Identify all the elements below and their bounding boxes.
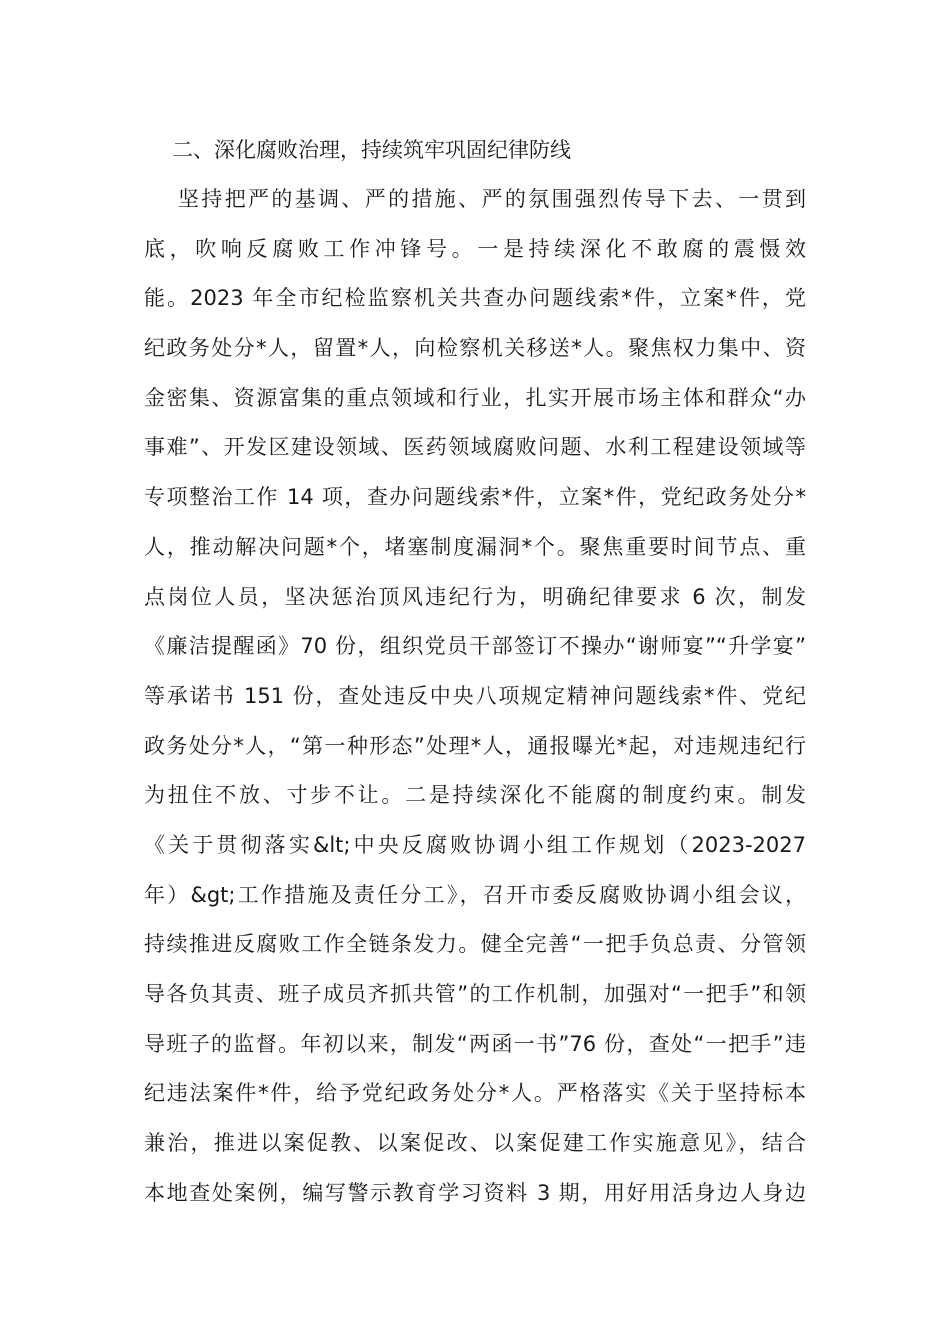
paragraph-line: 坚持把严的基调、严的措施、严的氛围强烈传导下去、一贯到 <box>178 187 806 211</box>
paragraph-line: 底，吹响反腐败工作冲锋号。一是持续深化不敢腐的震慑效 <box>144 236 806 261</box>
paragraph-line: 能。2023 年全市纪检监察机关共查办问题线索*件，立案*件，党 <box>144 286 806 311</box>
paragraph-line: 导各负其责、班子成员齐抓共管”的工作机制，加强对“一把手”和领 <box>144 982 806 1006</box>
paragraph-line: 为扭住不放、寸步不让。二是持续深化不能腐的制度约束。制发 <box>144 783 806 808</box>
section-heading: 二、深化腐败治理，持续筑牢巩固纪律防线 <box>172 138 571 162</box>
paragraph-line: 兼治，推进以案促教、以案促改、以案促建工作实施意见》，结合 <box>144 1131 806 1156</box>
body-paragraph <box>144 179 806 1222</box>
paragraph-line: 《关于贯彻落实&lt;中央反腐败协调小组工作规划（2023-2027 <box>144 832 806 857</box>
paragraph-line: 《廉洁提醒函》70 份，组织党员干部签订不操办“谢师宴”“升学宴” <box>144 634 806 659</box>
paragraph-line: 导班子的监督。年初以来，制发“两函一书”76 份，查处“一把手”违 <box>144 1031 806 1056</box>
paragraph-line: 点岗位人员，坚决惩治顶风违纪行为，明确纪律要求 6 次，制发 <box>144 584 806 609</box>
paragraph-line: 人，推动解决问题*个，堵塞制度漏洞*个。聚焦重要时间节点、重 <box>144 534 806 559</box>
paragraph-line: 持续推进反腐败工作全链条发力。健全完善“一把手负总责、分管领 <box>144 932 806 957</box>
paragraph-line: 专项整治工作 14 项，查办问题线索*件，立案*件，党纪政务处分* <box>144 485 806 510</box>
paragraph-line: 政务处分*人，“第一种形态”处理*人，通报曝光*起，对违规违纪行 <box>144 733 806 758</box>
paragraph-line: 等承诺书 151 份，查处违反中央八项规定精神问题线索*件、党纪 <box>144 683 806 708</box>
paragraph-line: 事难”、开发区建设领域、医药领域腐败问题、水利工程建设领域等 <box>144 435 806 460</box>
paragraph-line: 纪违法案件*件，给予党纪政务处分*人。严格落实《关于坚持标本 <box>144 1081 806 1106</box>
paragraph-line: 年）&gt;工作措施及责任分工》，召开市委反腐败协调小组会议， <box>144 882 806 907</box>
paragraph-line: 纪政务处分*人，留置*人，向检察机关移送*人。聚焦权力集中、资 <box>144 336 806 361</box>
paragraph-line: 金密集、资源富集的重点领域和行业，扎实开展市场主体和群众“办 <box>144 385 806 410</box>
paragraph-line: 本地查处案例，编写警示教育学习资料 3 期，用好用活身边人身边 <box>144 1180 806 1205</box>
